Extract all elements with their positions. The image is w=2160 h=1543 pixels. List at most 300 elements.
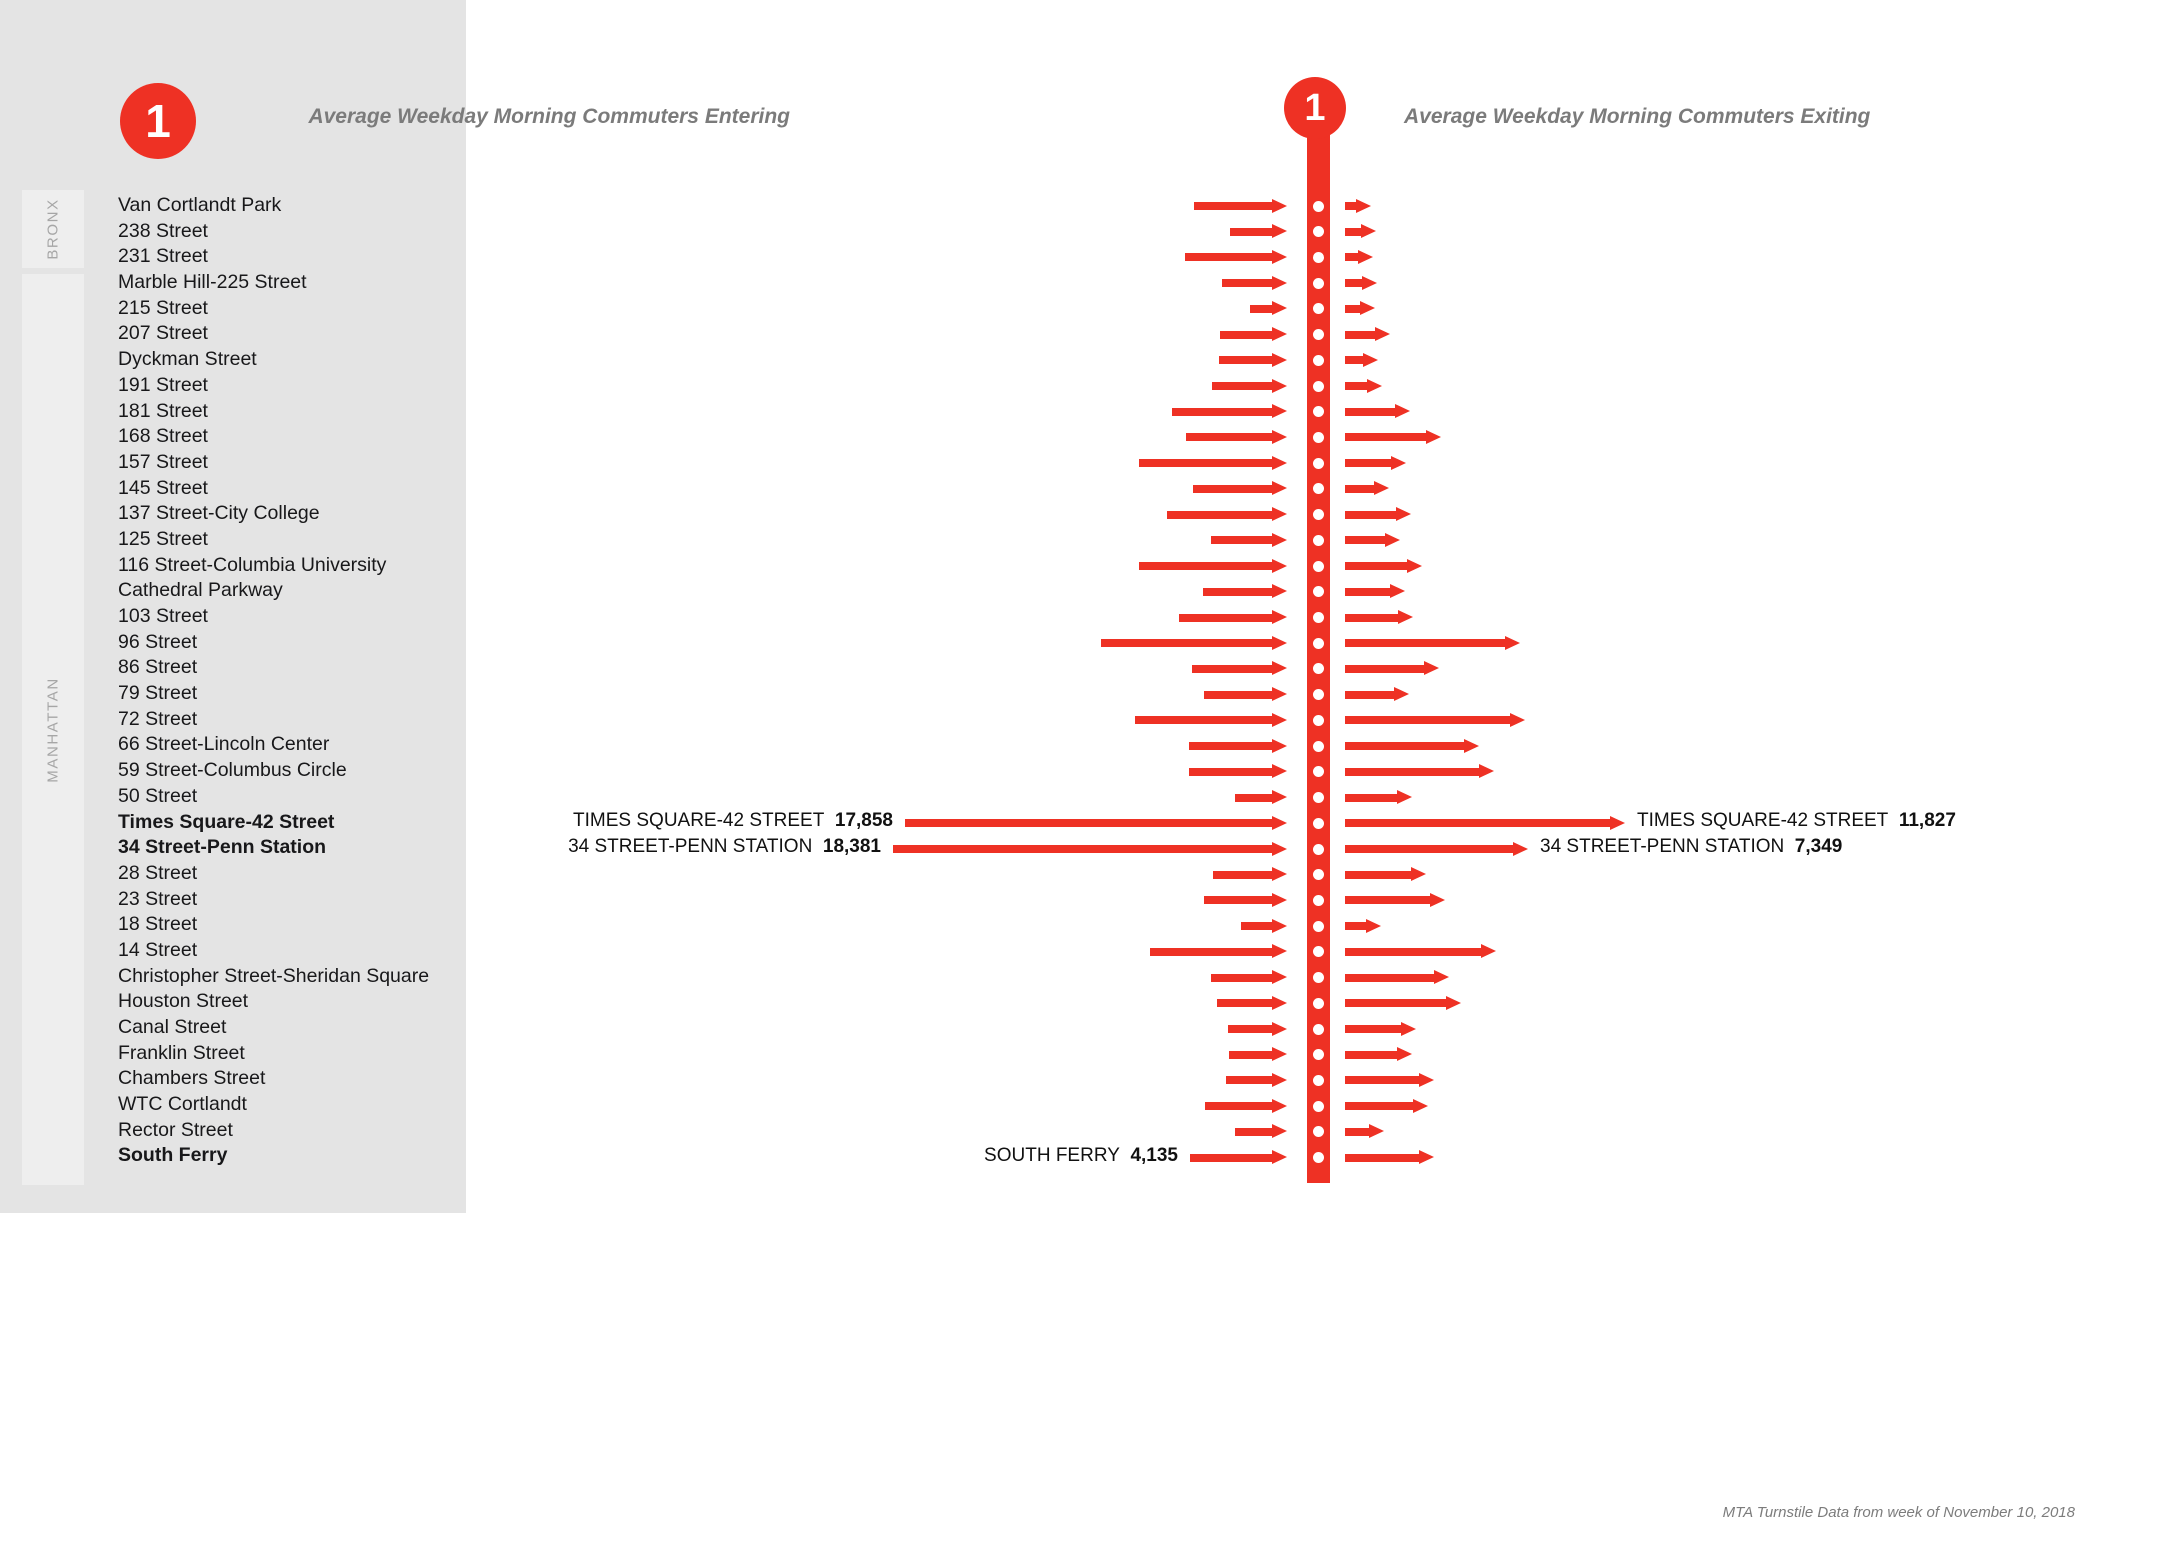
station-list-item: Times Square-42 Street xyxy=(118,810,335,833)
station-dot xyxy=(1313,458,1324,469)
station-dot xyxy=(1313,818,1324,829)
station-list-item: 34 Street-Penn Station xyxy=(118,836,327,859)
arrow-shaft xyxy=(1185,253,1273,261)
arrow-head-icon xyxy=(1361,224,1376,238)
exiting-arrow xyxy=(1345,379,1382,394)
entering-arrow xyxy=(1179,610,1287,625)
entering-arrow xyxy=(1189,764,1287,779)
arrow-shaft xyxy=(1139,459,1273,467)
callout-label xyxy=(1637,810,1956,832)
arrow-head-icon xyxy=(1505,636,1520,650)
arrow-head-icon xyxy=(1272,661,1287,675)
arrow-head-icon xyxy=(1272,687,1287,701)
arrow-shaft xyxy=(1211,536,1273,544)
station-list-item: 14 Street xyxy=(118,938,198,961)
arrow-shaft xyxy=(1345,845,1514,853)
arrow-head-icon xyxy=(1367,379,1382,393)
station-dot xyxy=(1313,381,1324,392)
callout-value: 11,827 xyxy=(1898,810,1956,832)
entering-arrow xyxy=(1204,893,1287,908)
station-list-item: South Ferry xyxy=(118,1144,228,1167)
station-list-item: 137 Street-City College xyxy=(118,502,320,525)
station-list-item: 125 Street xyxy=(118,527,208,550)
exiting-arrow xyxy=(1345,353,1378,368)
entering-arrow xyxy=(1139,456,1287,471)
station-list-item: 79 Street xyxy=(118,682,198,705)
arrow-shaft xyxy=(1193,485,1273,493)
entering-arrow xyxy=(893,842,1287,857)
arrow-head-icon xyxy=(1424,661,1439,675)
station-dot xyxy=(1313,252,1324,263)
arrow-head-icon xyxy=(1272,199,1287,213)
exiting-arrow xyxy=(1345,970,1449,985)
station-dot xyxy=(1313,201,1324,212)
arrow-head-icon xyxy=(1390,584,1405,598)
station-dot xyxy=(1313,612,1324,623)
arrow-shaft xyxy=(1345,1076,1420,1084)
arrow-head-icon xyxy=(1375,327,1390,341)
station-list-item: WTC Cortlandt xyxy=(118,1093,247,1116)
callout-station-name: TIMES SQUARE-42 STREET xyxy=(1637,810,1889,832)
entering-arrow xyxy=(1219,353,1287,368)
station-list-item: 23 Street xyxy=(118,887,198,910)
arrow-head-icon xyxy=(1272,1124,1287,1138)
arrow-head-icon xyxy=(1272,919,1287,933)
arrow-shaft xyxy=(1192,665,1273,673)
exiting-arrow xyxy=(1345,481,1389,496)
arrow-head-icon xyxy=(1407,559,1422,573)
entering-arrow xyxy=(1217,996,1287,1011)
arrow-head-icon xyxy=(1356,199,1371,213)
arrow-head-icon xyxy=(1272,842,1287,856)
entering-arrow xyxy=(1189,739,1287,754)
arrow-head-icon xyxy=(1363,353,1378,367)
entering-arrow xyxy=(1135,713,1287,728)
arrow-shaft xyxy=(1345,408,1396,416)
entering-arrow xyxy=(1220,327,1287,342)
arrow-head-icon xyxy=(1426,430,1441,444)
station-list-item: 96 Street xyxy=(118,630,198,653)
arrow-shaft xyxy=(1204,691,1273,699)
arrow-head-icon xyxy=(1413,1099,1428,1113)
arrow-head-icon xyxy=(1513,842,1528,856)
station-dot xyxy=(1313,432,1324,443)
arrow-head-icon xyxy=(1401,1022,1416,1036)
exiting-arrow xyxy=(1345,1150,1434,1165)
callout-label xyxy=(573,810,893,832)
station-dot xyxy=(1313,278,1324,289)
station-list-item: 157 Street xyxy=(118,450,208,473)
arrow-shaft xyxy=(1345,459,1392,467)
arrow-head-icon xyxy=(1272,224,1287,238)
exiting-arrow xyxy=(1345,996,1461,1011)
station-list-item: 72 Street xyxy=(118,707,198,730)
arrow-shaft xyxy=(1135,716,1273,724)
arrow-shaft xyxy=(1250,305,1273,313)
entering-arrow xyxy=(1211,533,1287,548)
exiting-arrow xyxy=(1345,919,1381,934)
callout-value: 4,135 xyxy=(1130,1144,1178,1166)
arrow-shaft xyxy=(1345,742,1465,750)
arrow-shaft xyxy=(1217,999,1273,1007)
arrow-shaft xyxy=(1345,716,1511,724)
callout-value: 7,349 xyxy=(1794,836,1843,857)
arrow-shaft xyxy=(1345,999,1447,1007)
arrow-head-icon xyxy=(1272,1150,1287,1164)
exiting-arrow xyxy=(1345,559,1422,574)
arrow-shaft xyxy=(1228,1025,1274,1033)
arrow-shaft xyxy=(1345,588,1391,596)
exiting-arrow xyxy=(1345,610,1413,625)
entering-arrow xyxy=(905,816,1287,831)
entering-arrow xyxy=(1203,584,1287,599)
exiting-arrow xyxy=(1345,867,1426,882)
exiting-arrow xyxy=(1345,1073,1434,1088)
route-bullet-chart-icon xyxy=(1284,77,1346,139)
exiting-arrow xyxy=(1345,1022,1416,1037)
exiting-arrow xyxy=(1345,636,1520,651)
callout-station-name: TIMES SQUARE-42 STREET xyxy=(573,810,825,832)
arrow-shaft xyxy=(1345,1051,1398,1059)
entering-arrow xyxy=(1186,430,1287,445)
arrow-head-icon xyxy=(1397,1047,1412,1061)
arrow-shaft xyxy=(1211,974,1273,982)
arrow-head-icon xyxy=(1272,944,1287,958)
arrow-shaft xyxy=(1345,228,1362,236)
entering-arrow xyxy=(1101,636,1287,651)
arrow-shaft xyxy=(1194,202,1273,210)
arrow-shaft xyxy=(1189,742,1273,750)
borough-label-bronx: BRONX xyxy=(44,198,62,260)
arrow-head-icon xyxy=(1385,533,1400,547)
station-list-item: 168 Street xyxy=(118,425,208,448)
station-dot xyxy=(1313,998,1324,1009)
station-list-item: Cathedral Parkway xyxy=(118,579,283,602)
exiting-arrow xyxy=(1345,842,1528,857)
station-dot xyxy=(1313,535,1324,546)
source-footnote: MTA Turnstile Data from week of November 10, 2018 xyxy=(1722,1504,2075,1521)
station-list-item: Rector Street xyxy=(118,1118,233,1141)
station-dot xyxy=(1313,792,1324,803)
arrow-shaft xyxy=(1345,433,1427,441)
entering-arrow xyxy=(1250,301,1287,316)
station-dot xyxy=(1313,1024,1324,1035)
exiting-arrow xyxy=(1345,533,1400,548)
station-list-item: Marble Hill-225 Street xyxy=(118,271,307,294)
arrow-shaft xyxy=(1220,331,1273,339)
callout-value: 18,381 xyxy=(822,836,881,857)
exiting-arrow xyxy=(1345,739,1479,754)
arrow-shaft xyxy=(1229,1051,1273,1059)
exiting-arrow xyxy=(1345,224,1376,239)
arrow-head-icon xyxy=(1464,739,1479,753)
arrow-head-icon xyxy=(1272,1022,1287,1036)
arrow-shaft xyxy=(1186,433,1273,441)
arrow-head-icon xyxy=(1374,481,1389,495)
entering-arrow xyxy=(1204,687,1287,702)
arrow-head-icon xyxy=(1419,1150,1434,1164)
entering-arrow xyxy=(1192,661,1287,676)
station-dot xyxy=(1313,895,1324,906)
arrow-shaft xyxy=(1179,614,1273,622)
exiting-arrow xyxy=(1345,1124,1384,1139)
station-list-item: 59 Street-Columbus Circle xyxy=(118,759,347,782)
arrow-shaft xyxy=(1345,1154,1420,1162)
station-list-item: Christopher Street-Sheridan Square xyxy=(118,964,430,987)
exiting-arrow xyxy=(1345,584,1405,599)
exiting-arrow xyxy=(1345,327,1390,342)
arrow-shaft xyxy=(905,819,1273,827)
callout-label xyxy=(984,1145,1178,1167)
station-dot xyxy=(1313,355,1324,366)
exiting-arrow xyxy=(1345,1047,1412,1062)
station-dot xyxy=(1313,741,1324,752)
arrow-head-icon xyxy=(1366,919,1381,933)
arrow-shaft xyxy=(1230,228,1273,236)
arrow-shaft xyxy=(1235,794,1273,802)
entering-arrow xyxy=(1167,507,1287,522)
callout-value: 17,858 xyxy=(834,810,893,832)
entering-arrow xyxy=(1139,559,1287,574)
callout-label xyxy=(1540,836,1842,858)
arrow-shaft xyxy=(1189,768,1273,776)
exiting-arrow xyxy=(1345,661,1439,676)
entering-arrow xyxy=(1228,1022,1288,1037)
arrow-head-icon xyxy=(1394,687,1409,701)
arrow-head-icon xyxy=(1362,276,1377,290)
arrow-shaft xyxy=(1345,279,1363,287)
arrow-head-icon xyxy=(1272,353,1287,367)
arrow-shaft xyxy=(1172,408,1273,416)
exiting-arrow xyxy=(1345,893,1445,908)
arrow-shaft xyxy=(1345,794,1398,802)
exiting-arrow xyxy=(1345,276,1377,291)
arrow-shaft xyxy=(1241,922,1273,930)
callout-station-name: 34 STREET-PENN STATION xyxy=(1540,836,1785,857)
arrow-head-icon xyxy=(1272,713,1287,727)
exiting-arrow xyxy=(1345,250,1373,265)
arrow-shaft xyxy=(1345,639,1506,647)
entering-arrow xyxy=(1205,1099,1287,1114)
station-list-item: Van Cortlandt Park xyxy=(118,194,282,216)
entering-arrow xyxy=(1190,1150,1287,1165)
arrow-head-icon xyxy=(1360,301,1375,315)
arrow-head-icon xyxy=(1272,790,1287,804)
arrow-head-icon xyxy=(1272,610,1287,624)
station-list-item: 50 Street xyxy=(118,784,198,807)
station-list-item: 86 Street xyxy=(118,656,198,679)
entering-arrow xyxy=(1222,276,1287,291)
arrow-head-icon xyxy=(1396,507,1411,521)
arrow-shaft xyxy=(1345,1128,1370,1136)
arrow-head-icon xyxy=(1272,430,1287,444)
station-list-item: Franklin Street xyxy=(118,1041,245,1064)
exiting-arrow xyxy=(1345,301,1375,316)
arrow-shaft xyxy=(1219,356,1273,364)
station-list-item: Dyckman Street xyxy=(118,348,257,371)
entering-arrow xyxy=(1172,404,1287,419)
arrow-head-icon xyxy=(1272,327,1287,341)
arrow-head-icon xyxy=(1369,1124,1384,1138)
entering-arrow xyxy=(1226,1073,1287,1088)
arrow-head-icon xyxy=(1272,276,1287,290)
chart-header-exiting: Average Weekday Morning Commuters Exiting xyxy=(1404,105,1871,128)
station-dot xyxy=(1313,715,1324,726)
arrow-head-icon xyxy=(1272,764,1287,778)
callout-label xyxy=(568,836,881,858)
arrow-head-icon xyxy=(1397,790,1412,804)
station-list-item: 116 Street-Columbia University xyxy=(118,553,387,576)
arrow-head-icon xyxy=(1510,713,1525,727)
arrow-head-icon xyxy=(1272,1047,1287,1061)
arrow-shaft xyxy=(1345,691,1395,699)
arrow-shaft xyxy=(893,845,1273,853)
arrow-shaft xyxy=(1345,331,1376,339)
arrow-head-icon xyxy=(1272,379,1287,393)
arrow-shaft xyxy=(1345,665,1425,673)
entering-arrow xyxy=(1194,199,1287,214)
entering-arrow xyxy=(1212,379,1287,394)
arrow-head-icon xyxy=(1272,996,1287,1010)
exiting-arrow xyxy=(1345,764,1494,779)
arrow-head-icon xyxy=(1272,559,1287,573)
arrow-head-icon xyxy=(1419,1073,1434,1087)
arrow-head-icon xyxy=(1272,970,1287,984)
arrow-head-icon xyxy=(1272,404,1287,418)
arrow-head-icon xyxy=(1391,456,1406,470)
exiting-arrow xyxy=(1345,199,1371,214)
callout-station-name: SOUTH FERRY xyxy=(984,1144,1120,1166)
arrow-head-icon xyxy=(1272,867,1287,881)
arrow-head-icon xyxy=(1272,893,1287,907)
station-dot xyxy=(1313,638,1324,649)
arrow-head-icon xyxy=(1446,996,1461,1010)
station-list-item: 238 Street xyxy=(118,219,208,242)
arrow-head-icon xyxy=(1272,816,1287,830)
arrow-shaft xyxy=(1345,305,1361,313)
arrow-head-icon xyxy=(1272,1073,1287,1087)
station-list-item: 18 Street xyxy=(118,913,198,936)
arrow-head-icon xyxy=(1272,456,1287,470)
arrow-head-icon xyxy=(1479,764,1494,778)
arrow-head-icon xyxy=(1272,481,1287,495)
route-bullet-chart-label: 1 xyxy=(1304,87,1326,129)
station-dot xyxy=(1313,1101,1324,1112)
arrow-head-icon xyxy=(1411,867,1426,881)
arrow-shaft xyxy=(1345,614,1399,622)
arrow-head-icon xyxy=(1272,533,1287,547)
station-list-item: 215 Street xyxy=(118,296,208,319)
arrow-head-icon xyxy=(1272,584,1287,598)
station-list-item: Chambers Street xyxy=(118,1067,266,1090)
arrow-shaft xyxy=(1203,588,1273,596)
exiting-arrow xyxy=(1345,687,1409,702)
station-list-item: 181 Street xyxy=(118,399,208,422)
entering-arrow xyxy=(1150,944,1287,959)
entering-arrow xyxy=(1230,224,1287,239)
arrow-shaft xyxy=(1345,356,1364,364)
arrow-shaft xyxy=(1205,1102,1273,1110)
arrow-head-icon xyxy=(1610,816,1625,830)
exiting-arrow xyxy=(1345,790,1412,805)
exiting-arrow xyxy=(1345,944,1496,959)
arrow-shaft xyxy=(1226,1076,1273,1084)
station-list-item: 191 Street xyxy=(118,373,208,396)
arrow-shaft xyxy=(1213,871,1273,879)
arrow-shaft xyxy=(1345,1102,1414,1110)
entering-arrow xyxy=(1213,867,1287,882)
exiting-arrow xyxy=(1345,1099,1428,1114)
station-list-item: 231 Street xyxy=(118,245,208,268)
station-list-item: 145 Street xyxy=(118,476,208,499)
arrow-shaft xyxy=(1212,382,1273,390)
arrow-shaft xyxy=(1222,279,1273,287)
station-list-item: 28 Street xyxy=(118,861,198,884)
arrow-head-icon xyxy=(1434,970,1449,984)
exiting-arrow xyxy=(1345,507,1411,522)
entering-arrow xyxy=(1211,970,1287,985)
arrow-shaft xyxy=(1204,896,1273,904)
arrow-shaft xyxy=(1345,485,1375,493)
arrow-head-icon xyxy=(1395,404,1410,418)
exiting-arrow xyxy=(1345,430,1441,445)
entering-arrow xyxy=(1193,481,1287,496)
arrow-head-icon xyxy=(1398,610,1413,624)
arrow-shaft xyxy=(1345,253,1359,261)
arrow-shaft xyxy=(1345,922,1367,930)
arrow-shaft xyxy=(1235,1128,1273,1136)
station-dot xyxy=(1313,844,1324,855)
arrow-shaft xyxy=(1345,896,1431,904)
borough-label-manhattan: MANHATTAN xyxy=(44,676,62,783)
station-list-item: 66 Street-Lincoln Center xyxy=(118,733,330,756)
arrow-shaft xyxy=(1139,562,1273,570)
arrow-shaft xyxy=(1345,511,1397,519)
arrow-shaft xyxy=(1190,1154,1273,1162)
station-dot xyxy=(1313,561,1324,572)
exiting-arrow xyxy=(1345,456,1406,471)
arrow-head-icon xyxy=(1272,739,1287,753)
arrow-shaft xyxy=(1345,819,1611,827)
arrow-head-icon xyxy=(1272,1099,1287,1113)
exiting-arrow xyxy=(1345,713,1525,728)
entering-arrow xyxy=(1235,1124,1287,1139)
route-bullet-label: 1 xyxy=(145,95,171,147)
station-list-item: Canal Street xyxy=(118,1016,227,1038)
station-list-item: 207 Street xyxy=(118,322,208,345)
arrow-head-icon xyxy=(1272,507,1287,521)
arrow-head-icon xyxy=(1481,944,1496,958)
arrow-head-icon xyxy=(1272,301,1287,315)
station-dot xyxy=(1313,1075,1324,1086)
arrow-shaft xyxy=(1101,639,1273,647)
entering-arrow xyxy=(1235,790,1287,805)
station-list-item: Houston Street xyxy=(118,990,249,1013)
arrow-shaft xyxy=(1345,768,1480,776)
callout-station-name: 34 STREET-PENN STATION xyxy=(568,836,813,857)
arrow-shaft xyxy=(1345,562,1408,570)
arrow-head-icon xyxy=(1430,893,1445,907)
arrow-shaft xyxy=(1150,948,1273,956)
station-list-item: 103 Street xyxy=(118,605,208,627)
arrow-shaft xyxy=(1345,974,1435,982)
entering-arrow xyxy=(1229,1047,1287,1062)
exiting-arrow xyxy=(1345,404,1410,419)
arrow-shaft xyxy=(1345,536,1386,544)
arrow-head-icon xyxy=(1358,250,1373,264)
station-dot xyxy=(1313,921,1324,932)
arrow-head-icon xyxy=(1272,636,1287,650)
